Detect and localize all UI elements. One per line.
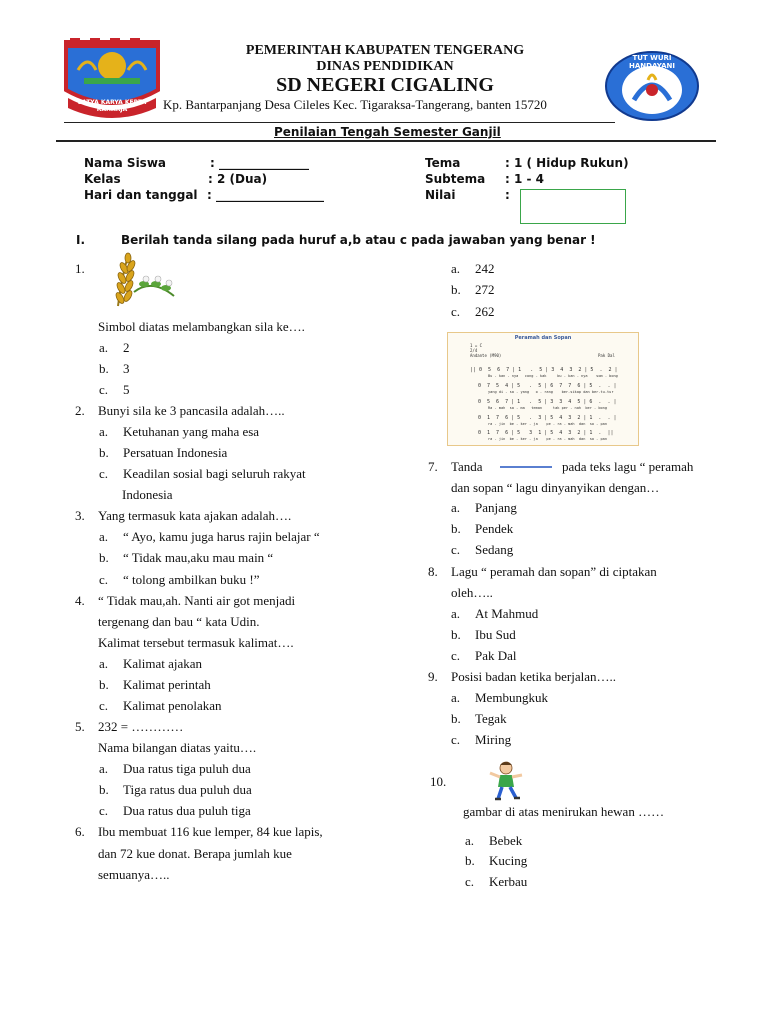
song-row-1-lyric: yang di - sa - yang o - rang ber-sikap dan ber-tu-tur [488, 390, 614, 394]
q6-line1: Ibu membuat 116 kue lemper, 84 kue lapis, [98, 824, 323, 839]
q5-line1: 232 = ………… [98, 719, 184, 734]
song-title: Peramah dan Sopan [514, 335, 572, 341]
q6-line3: semuanya….. [98, 867, 170, 882]
q9-number: 9. [428, 669, 438, 684]
q1-text: Simbol diatas melambangkan sila ke…. [98, 319, 305, 334]
q8-number: 8. [428, 564, 438, 579]
school-name: SD NEGERI CIGALING [276, 74, 494, 96]
tut-wuri-handayani-logo [604, 50, 700, 122]
tema-value: : 1 ( Hidup Rukun) [505, 156, 629, 170]
song-meter: 2/4 [470, 348, 478, 353]
exam-title: Penilaian Tengah Semester Ganjil [274, 125, 501, 139]
kelas-label: Kelas [84, 172, 121, 186]
school-address: Kp. Bantarpanjang Desa Cileles Kec. Tigaraksa-Tangerang, banten 15720 [163, 97, 547, 112]
nama-value[interactable]: : _______________ [210, 156, 309, 170]
song-row-2-notes: 0 5 6 7 | 1 . 5 | 3 3 4 5 | 6 . . | [478, 399, 617, 405]
nilai-label: Nilai [425, 188, 456, 202]
q9-text: Posisi badan ketika berjalan….. [451, 669, 616, 684]
q6-number: 6. [75, 824, 85, 839]
hari-label: Hari dan tanggal [84, 188, 198, 202]
q5-number: 5. [75, 719, 85, 734]
q7-line2: dan sopan “ lagu dinyanyikan dengan… [451, 480, 660, 495]
header-divider [64, 122, 615, 123]
walking-child-icon [486, 760, 526, 802]
tema-label: Tema [425, 156, 461, 170]
nama-label: Nama Siswa [84, 156, 167, 170]
q10-number: 10. [430, 774, 447, 789]
song-row-1-notes: 0 7 5 4 | 5 . 5 | 6 7 7 6 | 5 . . | [478, 383, 617, 389]
q4-line2: tergenang dan bau “ kata Udin. [98, 614, 260, 629]
nilai-box[interactable] [520, 189, 626, 224]
song-row-4-notes: 0 1 7 6 | 5 3 1 | 5 4 3 2 | 1 . || [478, 430, 614, 436]
header-gov: PEMERINTAH KABUPATEN TENGERANG [245, 43, 525, 58]
kabupaten-logo [62, 36, 162, 120]
q2-text: Bunyi sila ke 3 pancasila adalah….. [98, 403, 285, 418]
q5-line2: Nama bilangan diatas yaitu…. [98, 740, 257, 755]
left-logo-text: SATYA KARYA KERTA RAHARJA [77, 99, 147, 113]
song-composer: Pak Dal [598, 353, 615, 358]
song-row-4-lyric: ra - jin be - ker - ja pe - ra - mah dan so - pan [488, 437, 607, 441]
rice-cotton-icon [104, 252, 180, 310]
section-roman: I. [76, 233, 86, 247]
q7-post: pada teks lagu “ peramah [562, 459, 694, 474]
song-score-image [447, 332, 639, 446]
q4-line1: “ Tidak mau,ah. Nanti air got menjadi [98, 593, 296, 608]
q7-number: 7. [428, 459, 438, 474]
song-row-3-lyric: ra - jin be - ker - ja pe - ra - mah dan so - pan [488, 422, 607, 426]
q8-line2: oleh….. [451, 585, 493, 600]
subtema-label: Subtema [425, 172, 486, 186]
q2-number: 2. [75, 403, 85, 418]
kelas-value: : 2 (Dua) [208, 172, 268, 186]
section-instruction: Berilah tanda silang pada huruf a,b atau c pada jawaban yang benar ! [121, 233, 596, 247]
subtema-value: : 1 - 4 [505, 172, 545, 186]
q8-line1: Lagu “ peramah dan sopan” di ciptakan [451, 564, 657, 579]
q4-number: 4. [75, 593, 85, 608]
tie-line-icon [500, 466, 552, 468]
hari-value[interactable]: : __________________ [207, 188, 324, 202]
song-tempo: Andante (M90) [470, 353, 502, 358]
header-dept: DINAS PENDIDIKAN [316, 59, 454, 74]
right-logo-text: TUT WURI HANDAYANI [629, 54, 675, 70]
q2-option-c-cont: Indonesia [122, 487, 173, 502]
song-row-0-notes: || 0 5 6 7 | 1 . 5 | 3 4 3 2 | 5 . 2 | [470, 367, 618, 373]
song-row-0-lyric: Bu - kan - nya cong - kak bu - kan - nya som - bong [488, 374, 618, 378]
song-key: 1 = C [470, 343, 483, 348]
q1-number: 1. [75, 261, 85, 276]
q6-line2: dan 72 kue donat. Berapa jumlah kue [98, 846, 292, 861]
q3-number: 3. [75, 508, 85, 523]
title-divider [56, 140, 716, 142]
q3-text: Yang termasuk kata ajakan adalah…. [98, 508, 292, 523]
nilai-value: : [505, 188, 510, 202]
q7-pre: Tanda [451, 459, 483, 474]
song-row-3-notes: 0 1 7 6 | 5 . 3 | 5 4 3 2 | 1 . . | [478, 415, 617, 421]
song-row-2-lyric: Ra - mah sa - ma teman tak per - nah ber - bong [488, 406, 607, 410]
q4-line3: Kalimat tersebut termasuk kalimat…. [98, 635, 294, 650]
q10-text: gambar di atas menirukan hewan …… [463, 804, 665, 819]
